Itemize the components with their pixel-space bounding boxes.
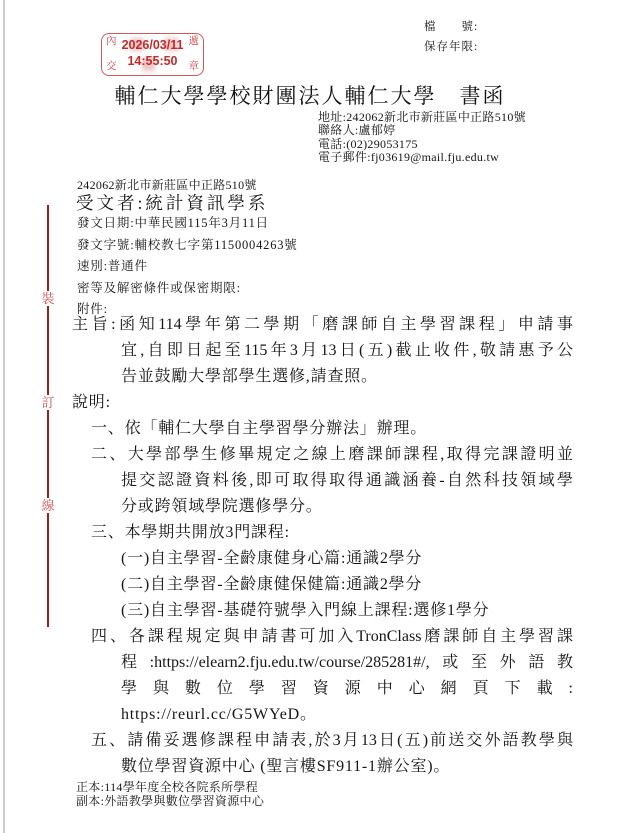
stamp-char: 內 [106, 36, 117, 47]
body-line: 二、大學部學生修畢規定之線上磨課師課程,取得完課證明並 [91, 446, 573, 463]
stamp-right-characters [189, 37, 200, 72]
stamp-char: 章 [188, 60, 199, 72]
distribution-line: 副本:外語教學與數位學習資源中心 [76, 793, 265, 808]
doc-meta-line: 附件: [77, 302, 108, 316]
body-line: 五、請備妥選修課程申請表,於3月13日(五)前送交外語教學與 [91, 732, 573, 749]
stamp-datetime [115, 37, 190, 69]
body-line: (三)自主學習-基礎符號學入門線上課程:選修1學分 [121, 602, 490, 619]
body-line: https://reurl.cc/G5WYeD。 [121, 706, 317, 723]
retention-period-label: 保存年限: [424, 41, 479, 53]
distribution-line: 正本:114學年度全校各院系所學程 [76, 780, 258, 794]
letter-body [0, 312, 640, 780]
body-line: (一)自主學習-全齡康健身心篇:通識2學分 [121, 550, 423, 567]
body-line: 數位學習資源中心 (聖言樓SF911-1辦公室)。 [121, 758, 451, 775]
sender-contact-block [318, 111, 526, 165]
sender-contact-line: 聯絡人:盧郁婷 [318, 123, 396, 138]
body-line: 分或跨領域學院選修學分。 [121, 498, 323, 515]
body-line: 說明: [72, 394, 111, 411]
doc-meta-line: 密等及解密條件或保密期限: [77, 280, 241, 295]
body-line: (二)自主學習-全齡康健保健篇:通識2學分 [121, 576, 423, 593]
body-line: 宜,自即日起至115年3月13日(五)截止收件,敬請惠予公 [121, 342, 573, 359]
body-line: 主旨:函知114學年第二學期「磨課師自主學習課程」申請事 [72, 316, 573, 333]
postal-address: 242062新北市新莊區中正路510號 [77, 178, 257, 192]
stamp-time: 14:55:50 [127, 54, 178, 68]
distribution-block [76, 781, 264, 809]
doc-meta-block [77, 213, 298, 321]
body-line: 程:https://elearn2.fju.edu.tw/course/285281#/,或至外語教 [121, 654, 573, 671]
binding-mark-char: 訂 [41, 395, 55, 410]
stamp-date: 2026/03/11 [121, 38, 184, 52]
stamp-char: 交 [106, 60, 117, 72]
doc-meta-line: 發文字號:輔校教七字第1150004263號 [77, 237, 298, 252]
binding-mark-char: 線 [41, 498, 55, 513]
body-line: 四、各課程規定與申請書可加入TronClass磨課師自主學習課 [91, 628, 573, 645]
doc-meta-line: 速別:普通件 [77, 259, 148, 273]
body-line: 告並鼓勵大學部學生選修,請查照。 [121, 368, 378, 385]
file-labels [424, 17, 478, 57]
body-line: 三、本學期共開放3門課程: [91, 524, 290, 541]
sender-contact-line: 電話:(02)29053175 [318, 136, 418, 151]
doc-meta-line: 發文日期:中華民國115年3月11日 [77, 216, 269, 230]
sender-contact-line: 地址:242062新北市新莊區中正路510號 [318, 110, 526, 124]
received-datetime-stamp [101, 33, 204, 76]
body-line: 一、依「輔仁大學自主學習學分辦法」辦理。 [91, 420, 428, 437]
binding-mark-char: 裝 [41, 291, 55, 306]
stamp-char: 遞 [188, 36, 199, 47]
binding-line [47, 205, 49, 627]
body-line: 提交認證資料後,即可取得取得通識涵養-自然科技領域學 [121, 472, 573, 489]
document-title: 輔仁大學學校財團法人輔仁大學 書函 [114, 84, 506, 108]
recipient-line: 受文者:統計資訊學系 [76, 193, 269, 213]
sender-contact-line: 電子郵件:fj03619@mail.fju.edu.tw [318, 150, 500, 165]
file-number-label: 檔 號: [424, 21, 479, 33]
body-line: 學與數位學習資源中心網頁下載: [121, 680, 573, 697]
